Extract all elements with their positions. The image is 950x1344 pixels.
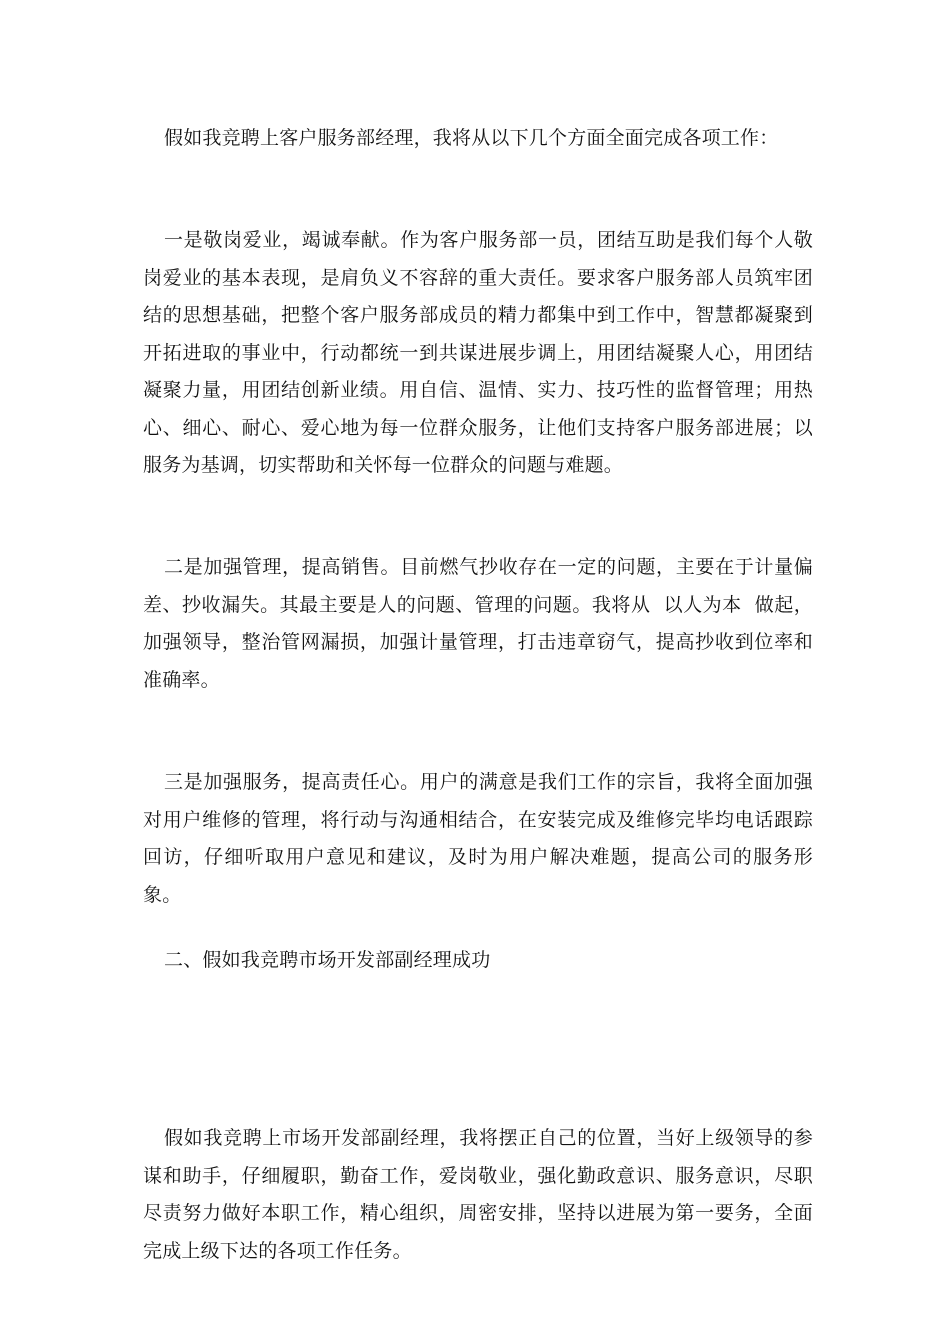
paragraph-intro: 假如我竞聘上客户服务部经理，我将从以下几个方面全面完成各项工作： bbox=[164, 127, 779, 149]
paragraph-market-dev: 假如我竞聘上市场开发部副经理，我将摆正自己的位置，当好上级领导的参谋和助手，仔细履职，勤奋工作，爱岗敬业，强化勤政意识、服务意识，尽职尽责努力做好本职工作，精心组织，周密安排，坚持以进展为第一要务，全面完成上级下达的各项工作任务。 bbox=[143, 1127, 813, 1262]
paragraph-point-three: 三是加强服务，提高责任心。用户的满意是我们工作的宗旨，我将全面加强对用户维修的管理，将行动与沟通相结合，在安装完成及维修完毕均电话跟踪回访，仔细听取用户意见和建议，及时为用户解决难题，提高公司的服务形象。 bbox=[143, 771, 813, 906]
paragraph-point-one: 一是敬岗爱业，竭诚奉献。作为客户服务部一员，团结互助是我们每个人敬岗爱业的基本表现，是肩负义不容辞的重大责任。要求客户服务部人员筑牢团结的思想基础，把整个客户服务部成员的精力都集中到工作中，智慧都凝聚到开拓进取的事业中，行动都统一到共谋进展步调上，用团结凝聚人心，用团结凝聚力量，用团结创新业绩。用自信、温情、实力、技巧性的监督管理；用热心、细心、耐心、爱心地为每一位群众服务，让他们支持客户服务部进展；以服务为基调，切实帮助和关怀每一位群众的问题与难题。 bbox=[143, 229, 813, 476]
section-heading: 二、假如我竞聘市场开发部副经理成功 bbox=[164, 949, 491, 971]
paragraph-point-two: 二是加强管理，提高销售。目前燃气抄收存在一定的问题，主要在于计量偏差、抄收漏失。其最主要是人的问题、管理的问题。我将从 以人为本 做起，加强领导，整治管网漏损，加强计量管理，打击违章窃气，提高抄收到位率和准确率。 bbox=[143, 556, 813, 691]
